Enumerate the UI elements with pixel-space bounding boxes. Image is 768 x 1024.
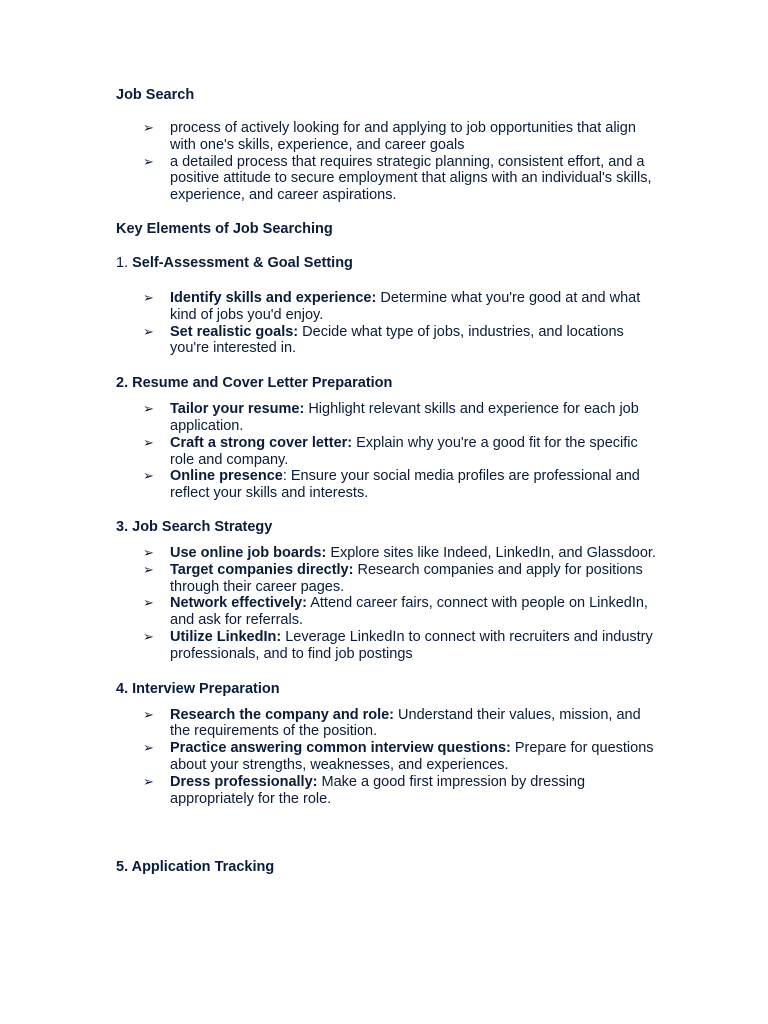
- list-item: [116, 154, 656, 204]
- section-title: Self-Assessment & Goal Setting: [132, 254, 353, 271]
- arrow-bullet-icon: ➢: [143, 434, 154, 450]
- arrow-bullet-icon: ➢: [143, 468, 154, 484]
- arrow-bullet-icon: ➢: [143, 401, 154, 417]
- section-heading-1: [116, 255, 656, 272]
- section-title: Interview Preparation: [132, 680, 280, 697]
- list-item: [116, 740, 656, 774]
- list-item: [116, 435, 656, 469]
- list-item: [116, 629, 656, 663]
- section-title: Application Tracking: [131, 859, 275, 876]
- arrow-bullet-icon: ➢: [143, 153, 154, 169]
- item-text: Explain why you're a good fit for the specific role and company.: [170, 434, 638, 468]
- arrow-bullet-icon: ➢: [143, 120, 154, 135]
- item-text: Leverage LinkedIn to connect with recruiters and industry professionals, and to find job postings: [170, 628, 653, 662]
- arrow-bullet-icon: ➢: [143, 706, 154, 722]
- item-label: Dress professionally:: [170, 773, 318, 790]
- item-label: Tailor your resume:: [170, 401, 305, 418]
- list-item: [116, 290, 656, 324]
- item-label: Utilize LinkedIn:: [170, 628, 282, 645]
- section-title: Job Search Strategy: [132, 518, 273, 535]
- item-text: Highlight relevant skills and experience for each job application.: [170, 401, 639, 434]
- arrow-bullet-icon: ➢: [143, 289, 154, 305]
- list-item: [116, 324, 656, 358]
- document-page: [116, 87, 656, 876]
- item-text: Make a good first impression by dressing appropriately for the role.: [170, 773, 586, 807]
- section-4-bullet-list: [116, 707, 656, 808]
- item-text: Decide what type of jobs, industries, and locations you're interested in.: [170, 323, 624, 357]
- list-item: [116, 595, 656, 629]
- arrow-bullet-icon: ➢: [143, 595, 154, 611]
- arrow-bullet-icon: ➢: [143, 561, 154, 577]
- item-text: Attend career fairs, connect with people on LinkedIn, and ask for referrals.: [170, 595, 648, 629]
- list-item: [116, 562, 656, 596]
- section-1-bullet-list: [116, 290, 656, 357]
- section-title-job-search: Job Search: [116, 87, 195, 103]
- item-text: Determine what you're good at and what kind of jobs you'd enjoy.: [170, 289, 641, 323]
- section-heading-5: [116, 859, 656, 876]
- arrow-bullet-icon: ➢: [143, 323, 154, 339]
- arrow-bullet-icon: ➢: [143, 740, 154, 756]
- item-label: Identify skills and experience:: [170, 289, 377, 306]
- section-3-bullet-list: [116, 545, 656, 663]
- item-label: Set realistic goals:: [170, 323, 299, 340]
- section-heading-4: [116, 681, 656, 698]
- item-label: Craft a strong cover letter:: [170, 434, 353, 451]
- bullet-text: a detailed process that requires strategic planning, consistent effort, and a positive attitude to secure employment that aligns with an individual's skills, experience, and career aspirations.: [170, 153, 652, 204]
- item-label: Practice answering common interview questions:: [170, 740, 511, 757]
- section-heading-2: [116, 375, 656, 392]
- list-item: [116, 401, 656, 435]
- section-number: 4.: [116, 680, 129, 697]
- section-number: 3.: [116, 518, 129, 535]
- arrow-bullet-icon: ➢: [143, 628, 154, 644]
- item-label: Research the company and role:: [170, 706, 395, 723]
- list-item: [116, 468, 656, 502]
- arrow-bullet-icon: ➢: [143, 544, 154, 560]
- bullet-text: process of actively looking for and applying to job opportunities that align with one's skills, experience, and career goals: [170, 120, 636, 153]
- section-number: 1.: [116, 254, 129, 271]
- item-text: Understand their values, mission, and the requirements of the position.: [170, 706, 641, 740]
- item-label: Online presence: [170, 468, 283, 485]
- list-item: [116, 545, 656, 562]
- list-item: [116, 707, 656, 741]
- list-item: [116, 774, 656, 808]
- item-text: Prepare for questions about your strengths, weaknesses, and experiences.: [170, 740, 654, 773]
- section-number: 5.: [116, 859, 129, 876]
- item-text: Explore sites like Indeed, LinkedIn, and Glassdoor.: [326, 544, 656, 561]
- section-number: 2.: [116, 375, 129, 392]
- section-2-bullet-list: [116, 401, 656, 502]
- item-text: : Ensure your social media profiles are professional and reflect your skills and interests.: [170, 468, 640, 502]
- arrow-bullet-icon: ➢: [143, 773, 154, 789]
- item-label: Target companies directly:: [170, 561, 354, 578]
- section-heading-3: [116, 519, 656, 536]
- item-text: Research companies and apply for positions through their career pages.: [170, 561, 643, 595]
- list-item: [116, 120, 656, 154]
- item-label: Use online job boards:: [170, 544, 327, 561]
- intro-bullet-list: [116, 120, 656, 204]
- section-title: Resume and Cover Letter Preparation: [132, 375, 393, 392]
- section-title-key-elements: Key Elements of Job Searching: [116, 220, 333, 237]
- item-label: Network effectively:: [170, 595, 307, 612]
